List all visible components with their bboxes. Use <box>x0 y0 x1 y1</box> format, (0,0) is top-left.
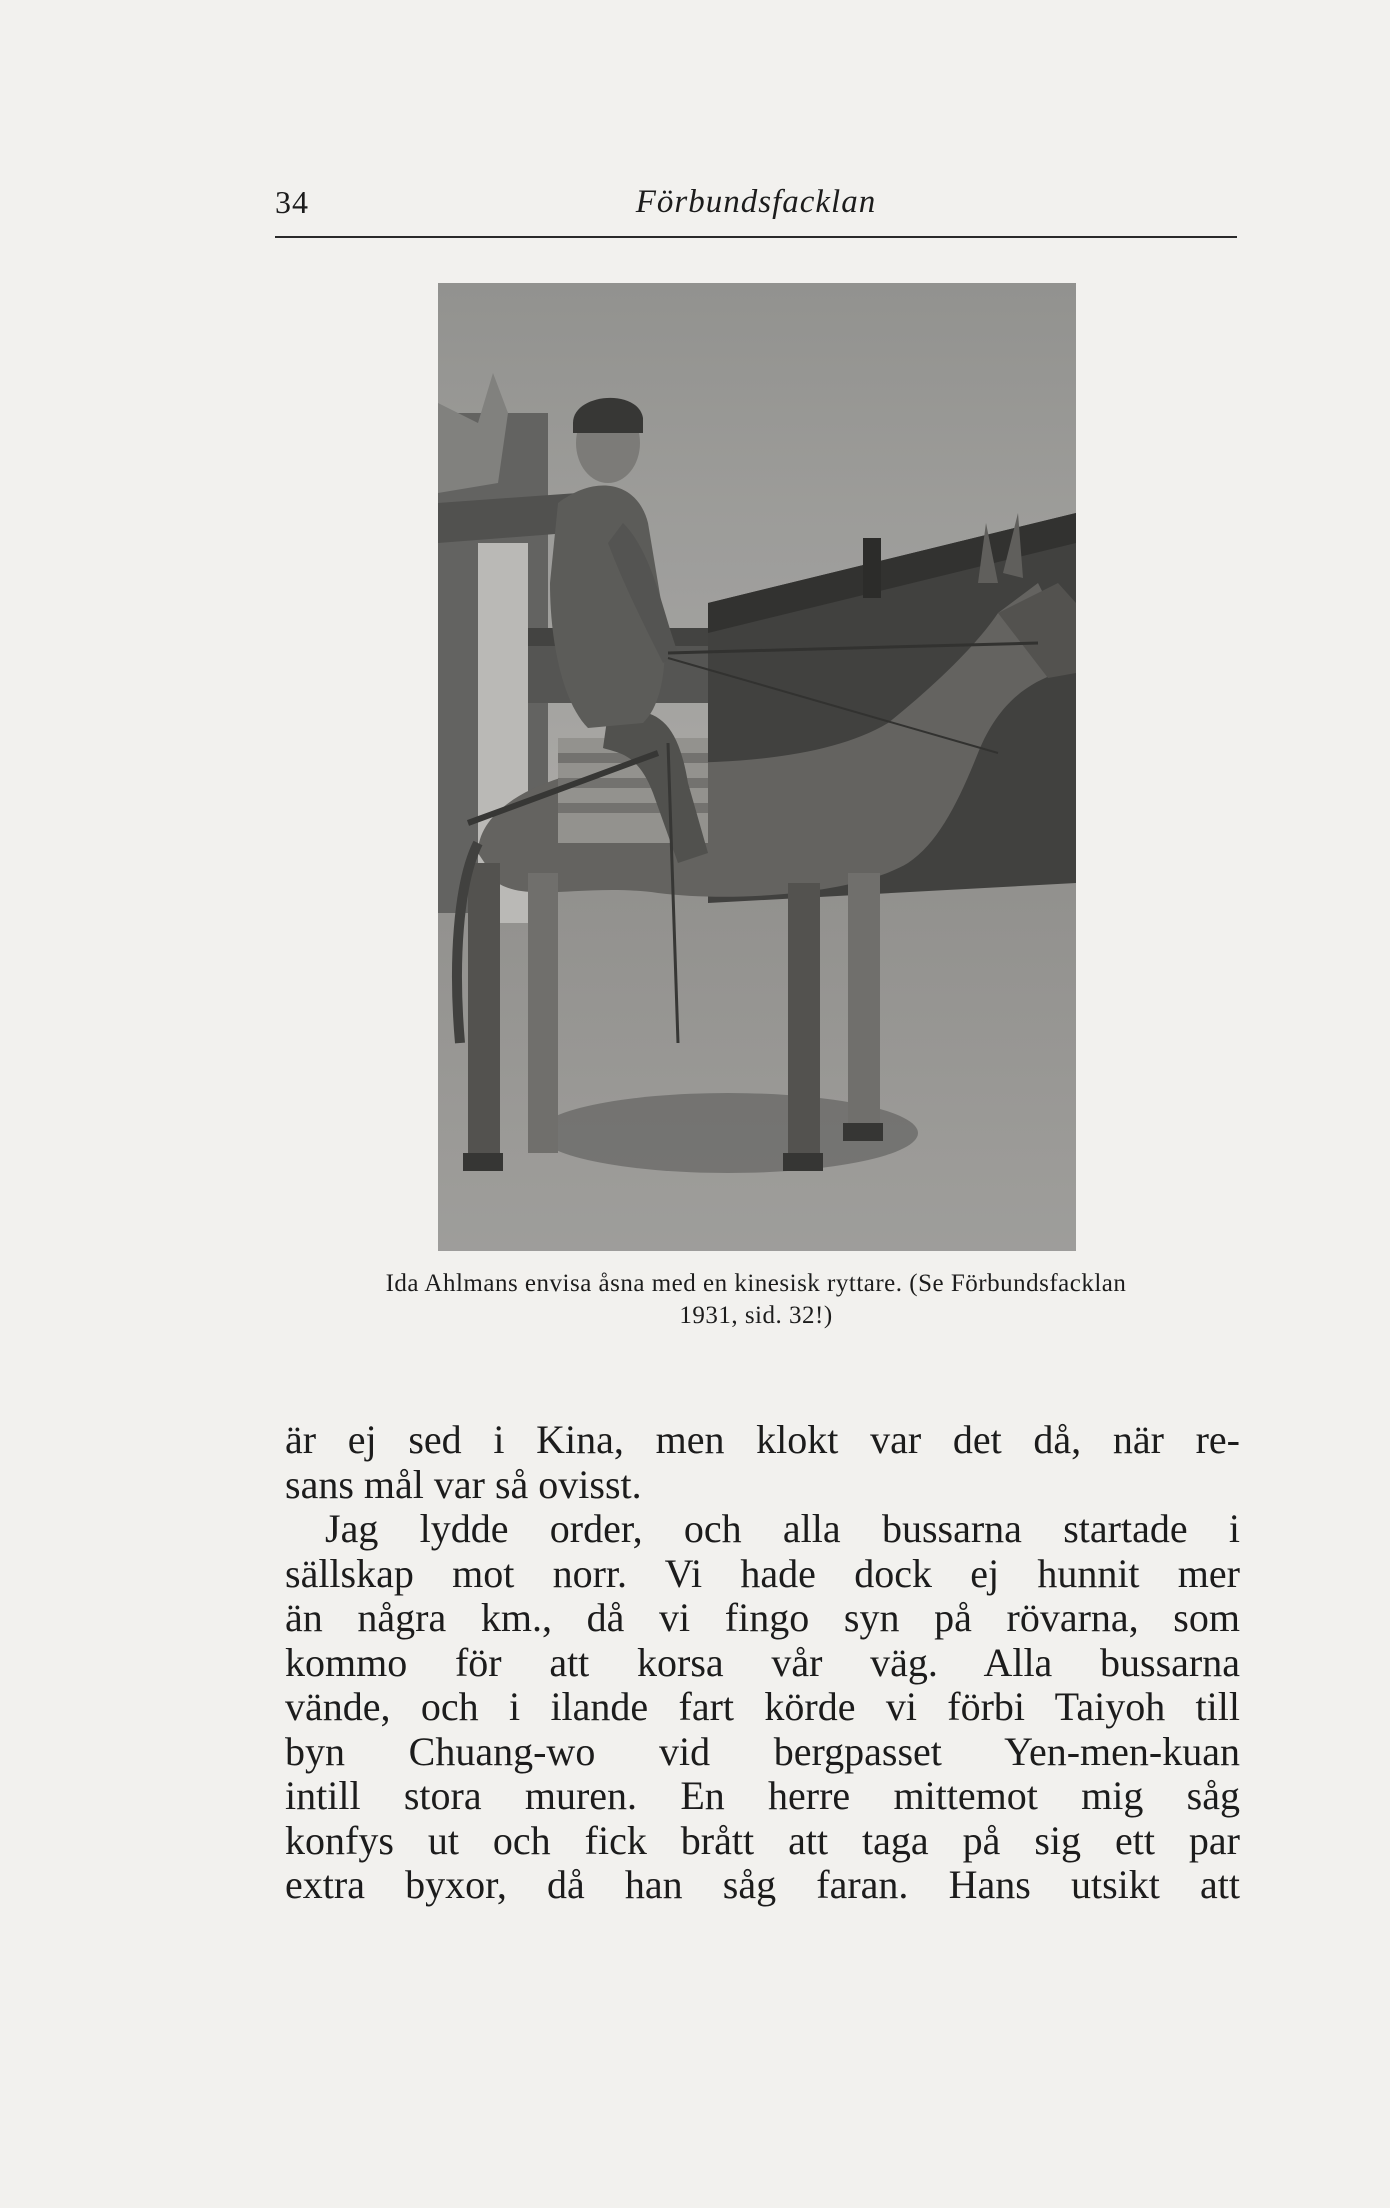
body-text <box>285 1418 1240 1908</box>
header-rule <box>275 236 1237 238</box>
body-line: Jag lydde order, och alla bussarna startade i <box>325 1506 1240 1551</box>
photograph-illustration <box>438 283 1076 1251</box>
body-line: vände, och i ilande fart körde vi förbi Taiyoh till <box>285 1684 1240 1729</box>
photo-caption <box>275 1268 1237 1332</box>
body-line: sällskap mot norr. Vi hade dock ej hunnit mer <box>285 1550 1240 1596</box>
body-line: konfys ut och fick brått att taga på sig ett par <box>285 1817 1240 1863</box>
page-number: 34 <box>275 184 309 220</box>
body-line: är ej sed i Kina, men klokt var det då, när re- <box>285 1417 1240 1462</box>
page-header <box>275 180 1237 230</box>
photograph <box>438 283 1076 1251</box>
caption-line: 1931, sid. 32!) <box>679 1302 833 1329</box>
body-line: byn Chuang-wo vid bergpasset Yen-men-kuan <box>285 1728 1240 1774</box>
body-line: kommo för att korsa vår väg. Alla bussarna <box>285 1639 1240 1685</box>
body-line: extra byxor, då han såg faran. Hans utsikt att <box>285 1862 1240 1907</box>
body-line: än några km., då vi fingo syn på rövarna, som <box>285 1595 1240 1640</box>
body-line: sans mål var så ovisst. <box>285 1461 642 1507</box>
caption-line: Ida Ahlmans envisa åsna med en kinesisk ryttare. (Se Förbundsfacklan <box>385 1270 1127 1297</box>
running-title: Förbundsfacklan <box>635 184 877 220</box>
body-line: intill stora muren. En herre mittemot mig såg <box>285 1773 1240 1818</box>
